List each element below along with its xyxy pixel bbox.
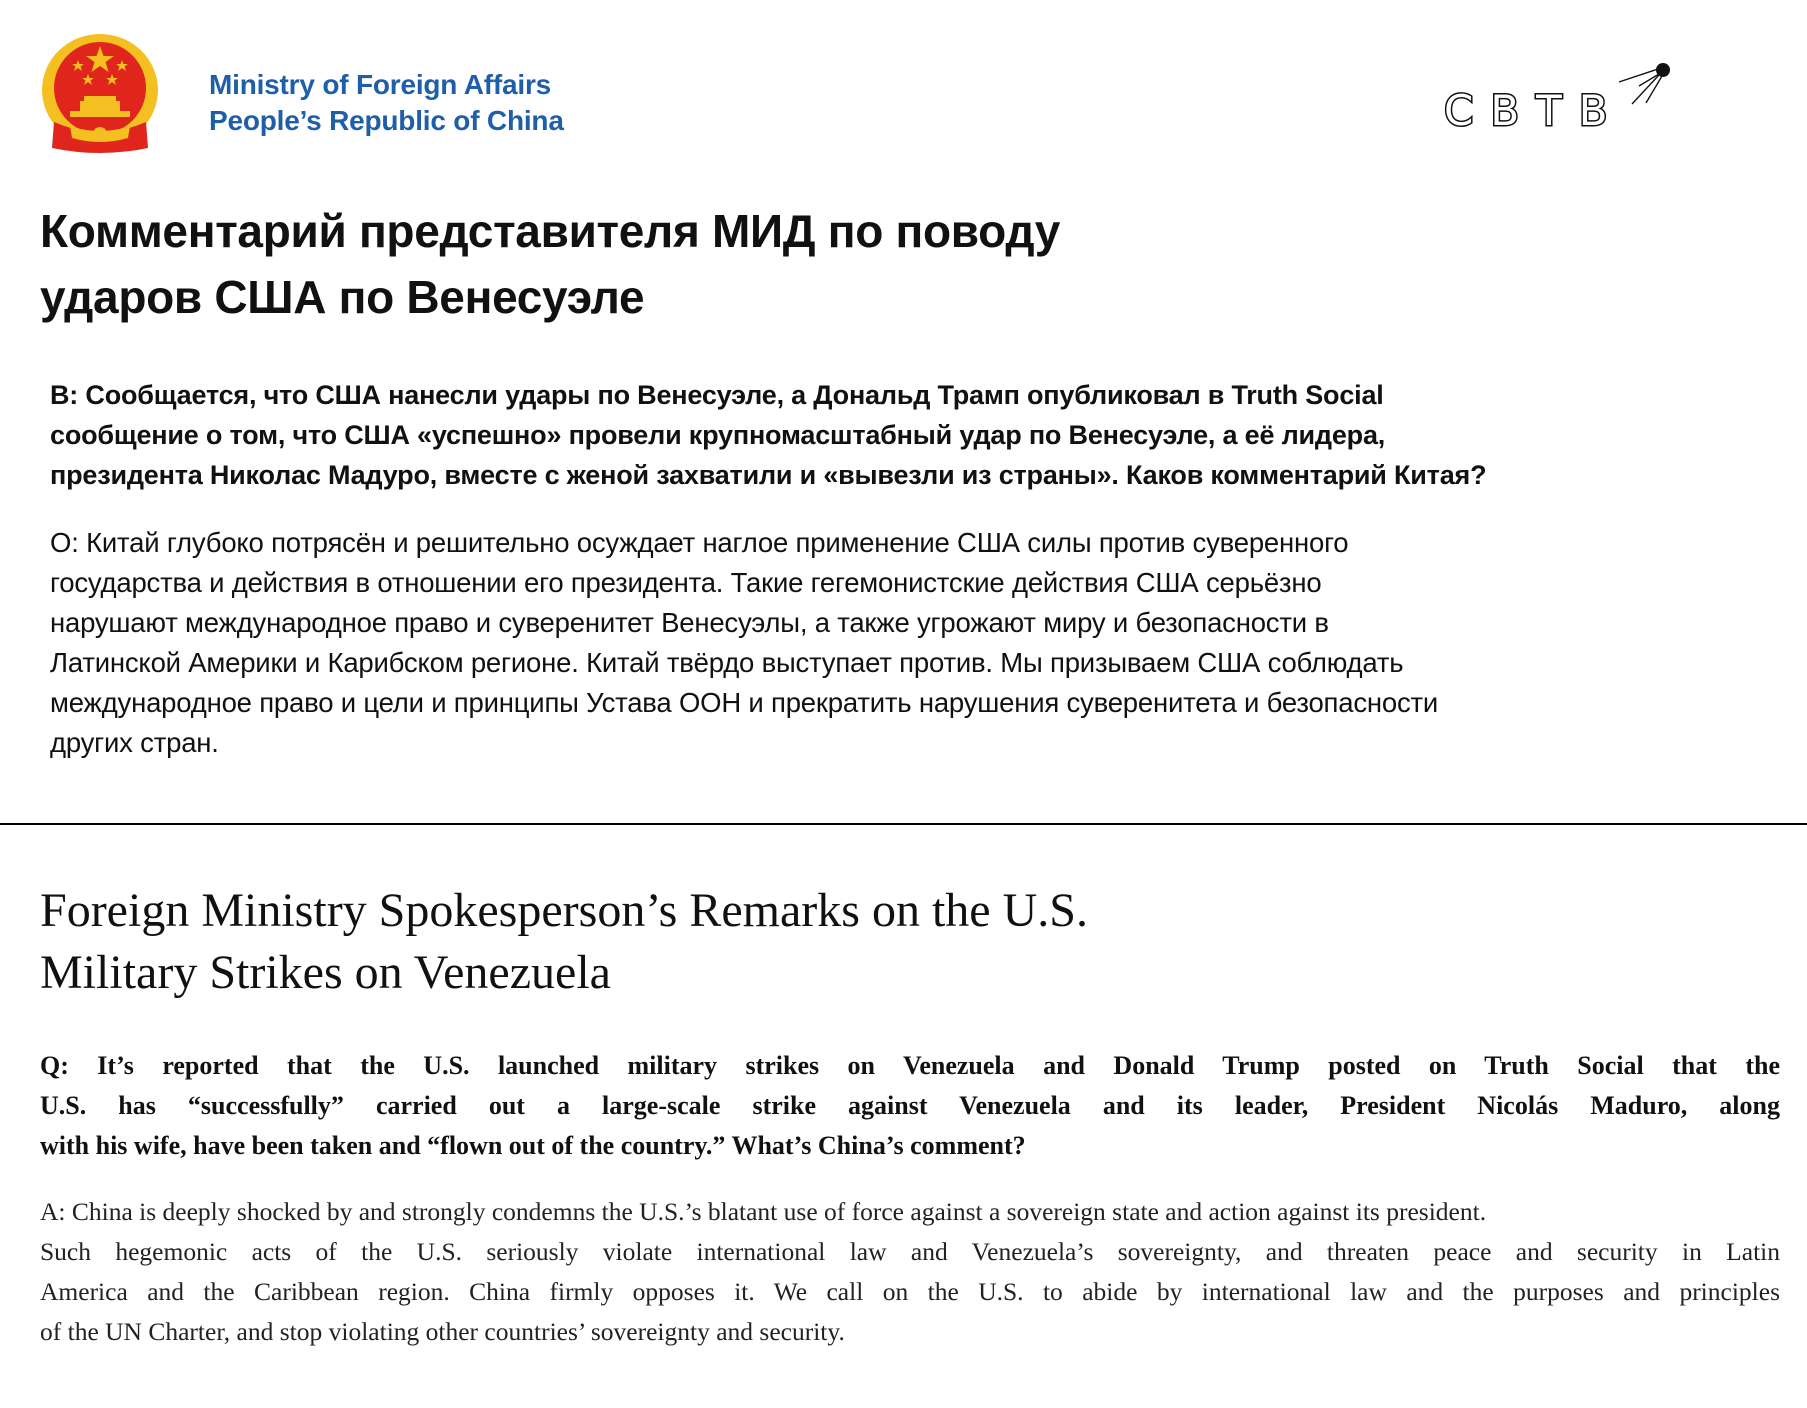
russian-title-line: ударов США по Венесуэле [40,271,645,323]
english-title-line: Military Strikes on Venezuela [40,946,611,999]
russian-answer-line: О: Китай глубоко потрясён и решительно осуждает наглое применение США силы против суверенного [50,527,1349,558]
russian-question-line: сообщение о том, что США «успешно» провели крупномасштабный удар по Венесуэле, а её лидера, [50,420,1386,450]
russian-question-line: В: Сообщается, что США нанесли удары по Венесуэле, а Дональд Трамп опубликовал в Truth Social [50,380,1384,410]
english-question-line: U.S. has “successfully” carried out a large-scale strike against Venezuela and its leader, President Nicolás Maduro, along [40,1091,1780,1120]
russian-answer-line: международное право и цели и принципы Устава ООН и прекратить нарушения суверенитета и безопасности [50,687,1439,718]
english-title [40,880,1088,1004]
satellite-icon [1605,58,1675,118]
russian-question-line: президента Николас Мадуро, вместе с женой захватили и «вывезли из страны». Каков комментарий Китая? [50,460,1487,490]
russian-title [40,198,1060,330]
english-answer-line: of the UN Charter, and stop violating other countries’ sovereignty and security. [40,1317,845,1346]
ministry-name-line2: People’s Republic of China [209,105,564,136]
russian-answer [50,523,1780,763]
russian-answer-line: Латинской Америки и Карибском регионе. Китай твёрдо выступает против. Мы призываем США соблюдать [50,647,1404,678]
russian-title-line: Комментарий представителя МИД по поводу [40,205,1061,257]
english-answer-line: Such hegemonic acts of the U.S. seriously violate international law and Venezuela’s sovereignty, and threaten peace and security in Latin [40,1237,1780,1266]
document-header [0,0,1807,170]
national-emblem-icon [40,30,160,156]
english-answer-line: America and the Caribbean region. China firmly opposes it. We call on the U.S. to abide by international law and the purposes and principles [40,1277,1780,1306]
english-question-line: with his wife, have been taken and “flown out of the country.” What’s China’s comment? [40,1131,1026,1160]
english-question-line: Q: It’s reported that the U.S. launched military strikes on Venezuela and Donald Trump posted on Truth Social that the [40,1051,1780,1080]
russian-question [50,375,1770,495]
english-title-line: Foreign Ministry Spokesperson’s Remarks on the U.S. [40,884,1088,937]
ministry-name-line1: Ministry of Foreign Affairs [209,69,552,100]
cbtb-logo-text: CBTB [1444,86,1625,135]
russian-answer-line: государства и действия в отношении его президента. Такие гегемонистские действия США серьёзно [50,567,1322,598]
russian-answer-line: других стран. [50,727,219,758]
russian-answer-line: нарушают международное право и суверенитет Венесуэлы, а также угрожают миру и безопасности в [50,607,1329,638]
english-answer [40,1192,1780,1352]
cbtb-logo [1440,58,1680,138]
english-answer-line: A: China is deeply shocked by and strongly condemns the U.S.’s blatant use of force against a sovereign state and action against its president. [40,1197,1487,1226]
ministry-name [209,67,564,139]
english-question [40,1046,1780,1166]
section-divider [0,823,1807,825]
